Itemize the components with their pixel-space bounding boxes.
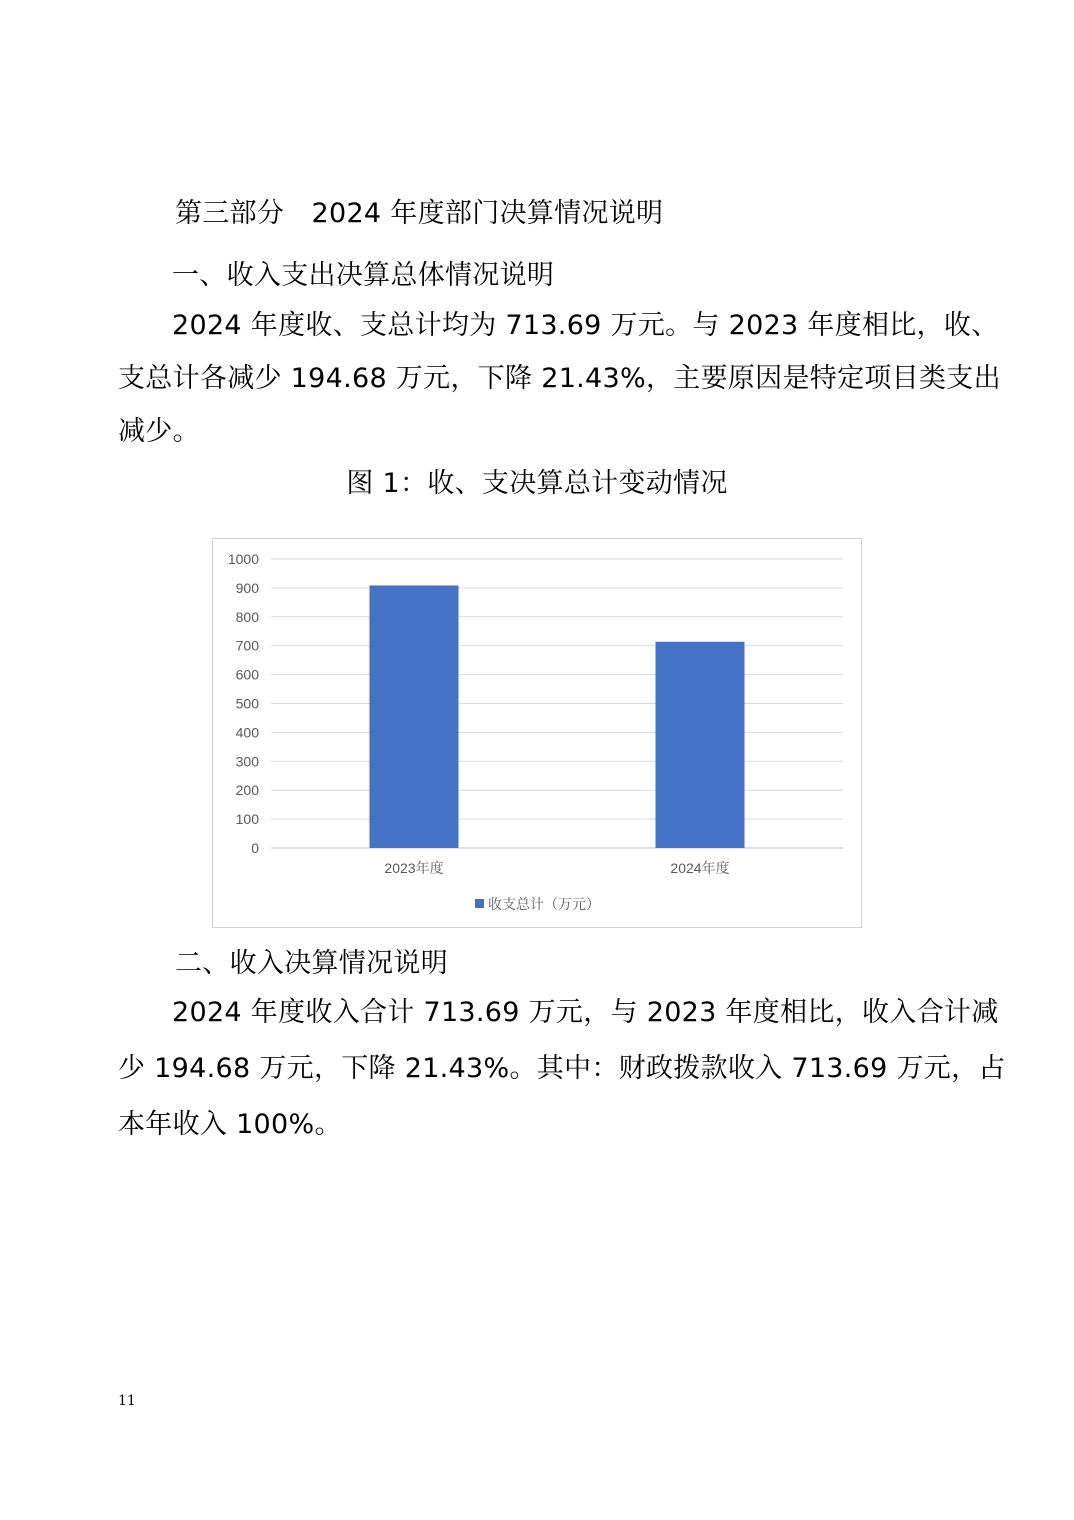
y-tick-label: 100 bbox=[235, 811, 259, 828]
legend-label: 收支总计（万元） bbox=[488, 896, 600, 912]
y-tick-label: 900 bbox=[235, 579, 259, 596]
x-tick-label: 2024年度 bbox=[670, 860, 730, 876]
y-tick-label: 800 bbox=[235, 608, 259, 625]
page-number: 11 bbox=[118, 1393, 136, 1409]
y-tick-label: 600 bbox=[235, 666, 259, 683]
section1-paragraph-line-1: 2024 年度收、支总计均为 713.69 万元。与 2023 年度相比，收、 bbox=[172, 310, 999, 341]
y-tick-label: 1000 bbox=[227, 551, 259, 567]
legend-swatch bbox=[475, 899, 484, 908]
section2-heading: 二、收入决算情况说明 bbox=[175, 948, 448, 979]
section2-paragraph-line-1: 2024 年度收入合计 713.69 万元，与 2023 年度相比，收入合计减 bbox=[172, 997, 999, 1028]
bar-chart-svg bbox=[213, 539, 863, 929]
part-title: 第三部分 2024 年度部门决算情况说明 bbox=[175, 198, 664, 229]
section1-heading: 一、收入支出决算总体情况说明 bbox=[172, 260, 555, 291]
figure-caption: 图 1：收、支决算总计变动情况 bbox=[346, 468, 728, 499]
y-tick-label: 0 bbox=[251, 840, 259, 856]
section2-paragraph-line-2: 少 194.68 万元，下降 21.43%。其中：财政拨款收入 713.69 万元，占 bbox=[118, 1053, 1006, 1084]
y-tick-label: 500 bbox=[235, 695, 259, 712]
section1-paragraph-line-2: 支总计各减少 194.68 万元，下降 21.43%，主要原因是特定项目类支出 bbox=[118, 363, 1001, 394]
bar bbox=[656, 642, 745, 848]
section1-paragraph-line-3: 减少。 bbox=[118, 416, 200, 447]
bar bbox=[370, 585, 459, 848]
section2-paragraph-line-3: 本年收入 100%。 bbox=[118, 1109, 342, 1140]
y-tick-label: 300 bbox=[235, 753, 259, 770]
y-tick-label: 200 bbox=[235, 782, 259, 799]
y-tick-label: 700 bbox=[235, 637, 259, 654]
bar-chart bbox=[212, 538, 862, 928]
x-tick-label: 2023年度 bbox=[384, 860, 444, 876]
y-tick-label: 400 bbox=[235, 724, 259, 741]
